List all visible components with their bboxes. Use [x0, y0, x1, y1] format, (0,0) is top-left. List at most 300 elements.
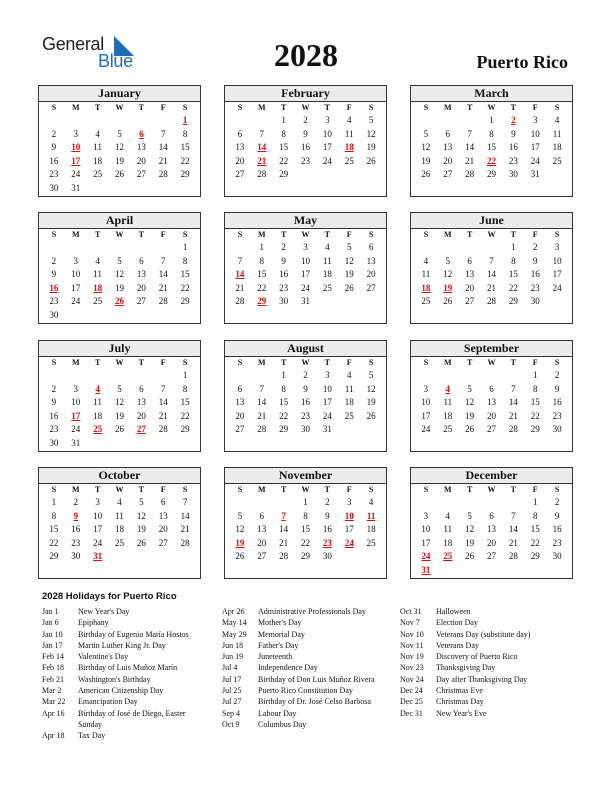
- day-grid: [411, 229, 572, 309]
- weekday-header: T: [138, 103, 145, 112]
- weekday-header: F: [346, 358, 352, 367]
- weekday-header: S: [368, 230, 374, 239]
- day-cell: 13: [443, 142, 453, 153]
- empty-cell: [437, 496, 459, 510]
- day-cell: 31: [322, 424, 332, 435]
- day-cell: 12: [443, 269, 453, 280]
- weekday-header: M: [257, 103, 266, 112]
- day-cell: 7: [160, 383, 166, 394]
- holiday-row: [222, 708, 375, 719]
- day-cell: 17: [322, 142, 332, 153]
- day-cell: 5: [368, 115, 374, 125]
- holiday-date-label: Oct 9: [222, 719, 240, 729]
- holiday-row: [400, 617, 530, 628]
- weekday-header: T: [466, 358, 473, 367]
- day-cell: 19: [465, 537, 475, 548]
- day-cell: 24: [300, 282, 310, 293]
- holiday-date: 14: [257, 142, 267, 153]
- month-title: July: [39, 341, 200, 357]
- holiday-date-label: Apr 26: [222, 607, 245, 616]
- day-cell: 26: [136, 537, 146, 548]
- holiday-row: [400, 640, 530, 651]
- day-cell: 1: [281, 115, 286, 125]
- weekday-header: M: [443, 485, 452, 494]
- holiday-name: Election Day: [436, 618, 478, 628]
- day-cell: 12: [465, 524, 475, 535]
- day-cell: 10: [300, 255, 310, 266]
- day-cell: 25: [421, 296, 431, 307]
- day-cell: 25: [93, 296, 103, 307]
- weekday-header: S: [423, 485, 429, 494]
- holiday-name: Veterans Day (substitute day): [436, 629, 531, 639]
- weekday-header: F: [346, 230, 352, 239]
- day-cell: 11: [421, 269, 431, 280]
- day-cell: 27: [136, 169, 146, 180]
- day-cell: 24: [93, 537, 103, 548]
- day-cell: 6: [139, 255, 144, 266]
- day-cell: 15: [180, 142, 190, 153]
- day-cell: 28: [465, 169, 475, 180]
- day-grid: [39, 229, 200, 323]
- day-cell: 7: [511, 383, 516, 394]
- weekday-header: S: [182, 358, 188, 367]
- day-cell: 14: [257, 397, 267, 408]
- day-cell: 20: [136, 282, 146, 293]
- day-cell: 18: [114, 524, 124, 535]
- day-cell: 17: [421, 410, 431, 421]
- day-cell: 20: [366, 269, 376, 280]
- day-grid: [225, 484, 386, 564]
- day-cell: 31: [71, 437, 81, 448]
- holiday-row: [42, 708, 189, 719]
- empty-cell: [109, 241, 131, 255]
- day-cell: 16: [49, 410, 59, 421]
- day-cell: 3: [532, 115, 538, 125]
- day-cell: 28: [158, 424, 168, 435]
- day-cell: 14: [158, 397, 168, 408]
- holiday-row: [400, 696, 530, 707]
- holiday-name: Sunday: [78, 719, 102, 729]
- day-cell: 20: [158, 524, 168, 535]
- holiday-date: 24: [421, 551, 431, 562]
- day-cell: 4: [95, 128, 100, 139]
- day-cell: 27: [443, 169, 453, 180]
- day-cell: 7: [160, 128, 166, 139]
- holiday-date-label: Dec 24: [400, 686, 423, 696]
- holiday-date: 21: [257, 155, 267, 166]
- day-cell: 21: [180, 524, 190, 535]
- weekday-header: F: [532, 230, 538, 239]
- holiday-date-label: Jun 19: [222, 652, 244, 662]
- day-cell: 1: [532, 497, 538, 507]
- day-cell: 25: [114, 537, 124, 548]
- month-title: March: [411, 86, 572, 102]
- day-cell: 5: [368, 370, 374, 380]
- weekday-header: T: [280, 485, 287, 494]
- holiday-date-label: Mar 2: [42, 686, 62, 696]
- month-title: September: [411, 341, 572, 357]
- day-cell: 23: [508, 155, 518, 166]
- day-cell: 20: [443, 155, 453, 166]
- day-cell: 30: [49, 437, 59, 448]
- day-cell: 23: [530, 282, 540, 293]
- weekday-header: T: [94, 103, 101, 112]
- day-cell: 28: [158, 169, 168, 180]
- weekday-header: T: [138, 358, 145, 367]
- day-cell: 22: [279, 155, 289, 166]
- day-cell: 20: [486, 537, 496, 548]
- month-title: June: [411, 213, 572, 229]
- weekday-header: S: [368, 103, 374, 112]
- holiday-date-label: Jul 25: [222, 686, 242, 696]
- holiday-name: Tax Day: [78, 731, 106, 741]
- day-grid: [411, 484, 572, 578]
- day-cell: 21: [158, 155, 168, 166]
- holiday-date: 10: [71, 142, 81, 153]
- day-cell: 18: [443, 410, 453, 421]
- holiday-name: Christmas Eve: [436, 686, 483, 696]
- weekday-header: M: [443, 358, 452, 367]
- holiday-name: Birthday of Dr. José Celso Barbosa: [258, 697, 371, 707]
- empty-cell: [481, 369, 503, 383]
- day-cell: 8: [182, 128, 188, 139]
- holiday-date: 25: [443, 551, 453, 562]
- day-cell: 15: [508, 269, 518, 280]
- holiday-row: [222, 640, 375, 651]
- holiday-date: 26: [114, 296, 124, 307]
- holiday-date-label: Nov 24: [400, 674, 424, 684]
- day-cell: 28: [158, 296, 168, 307]
- day-cell: 28: [257, 424, 267, 435]
- holiday-row: [400, 662, 530, 673]
- holiday-row: [42, 629, 189, 640]
- day-cell: 6: [445, 128, 451, 139]
- day-cell: 29: [279, 424, 289, 435]
- holiday-date-label: Jul 27: [222, 697, 242, 707]
- day-cell: 3: [73, 383, 79, 394]
- holiday-date: 29: [257, 296, 267, 307]
- holiday-row: [42, 617, 189, 628]
- weekday-header: T: [324, 103, 331, 112]
- holiday-date-label: Jul 4: [222, 663, 238, 673]
- holiday-name: Thanksgiving Day: [436, 663, 496, 673]
- day-cell: 22: [180, 155, 190, 166]
- day-cell: 30: [49, 182, 59, 193]
- day-cell: 23: [300, 155, 310, 166]
- holiday-name: Birthday of Eugenio María Hostos: [78, 629, 189, 639]
- month-october: [38, 467, 201, 579]
- day-cell: 19: [366, 397, 376, 408]
- day-cell: 24: [322, 410, 332, 421]
- holiday-date-label: Feb 14: [42, 652, 64, 662]
- holiday-date-label: Jun 18: [222, 640, 244, 650]
- day-cell: 9: [511, 128, 516, 139]
- day-cell: 5: [346, 242, 352, 252]
- day-cell: 21: [508, 537, 518, 548]
- holiday-date-label: May 29: [222, 629, 247, 639]
- empty-cell: [459, 496, 481, 510]
- day-cell: 12: [136, 510, 146, 521]
- holiday-date: 4: [95, 383, 100, 394]
- day-cell: 12: [235, 524, 245, 535]
- holiday-row: [222, 617, 375, 628]
- day-cell: 11: [93, 142, 102, 153]
- holiday-row: [400, 606, 530, 617]
- weekday-header: W: [115, 358, 124, 367]
- day-cell: 29: [49, 551, 59, 562]
- weekday-header: S: [554, 358, 560, 367]
- day-cell: 18: [322, 269, 332, 280]
- weekday-header: M: [443, 230, 452, 239]
- day-cell: 11: [344, 128, 354, 139]
- holiday-date-label: Jan 17: [42, 640, 63, 650]
- day-cell: 24: [322, 155, 332, 166]
- empty-cell: [130, 114, 152, 128]
- day-cell: 23: [552, 537, 562, 548]
- day-cell: 23: [49, 296, 59, 307]
- day-cell: 14: [279, 524, 289, 535]
- day-cell: 26: [465, 551, 475, 562]
- day-grid: [225, 229, 386, 309]
- weekday-header: S: [237, 358, 243, 367]
- day-cell: 21: [158, 282, 168, 293]
- day-cell: 21: [235, 282, 245, 293]
- weekday-header: T: [280, 230, 287, 239]
- day-cell: 22: [508, 282, 518, 293]
- day-cell: 4: [445, 510, 451, 521]
- weekday-header: F: [160, 358, 166, 367]
- day-cell: 11: [443, 524, 453, 535]
- holiday-date: 19: [443, 282, 453, 293]
- day-cell: 12: [465, 397, 475, 408]
- day-cell: 8: [182, 255, 188, 266]
- day-cell: 10: [71, 397, 81, 408]
- day-cell: 5: [237, 510, 243, 521]
- day-cell: 21: [465, 155, 475, 166]
- holiday-date-label: Nov 10: [400, 629, 424, 639]
- day-cell: 2: [51, 255, 57, 266]
- weekday-header: W: [301, 485, 310, 494]
- empty-cell: [109, 369, 131, 383]
- day-cell: 14: [486, 269, 496, 280]
- day-cell: 4: [346, 370, 352, 380]
- empty-cell: [130, 241, 152, 255]
- day-cell: 3: [303, 242, 308, 252]
- holiday-name: Labour Day: [258, 708, 297, 718]
- month-title: February: [225, 86, 386, 102]
- month-title: December: [411, 468, 572, 484]
- holiday-name: Emancipation Day: [78, 697, 138, 707]
- holiday-name: Halloween: [436, 607, 471, 616]
- day-cell: 21: [508, 410, 518, 421]
- holiday-row: [222, 719, 375, 730]
- day-cell: 29: [486, 169, 496, 180]
- day-cell: 12: [421, 142, 431, 153]
- month-november: [224, 467, 387, 579]
- day-cell: 15: [257, 269, 267, 280]
- day-cell: 11: [443, 397, 453, 408]
- holiday-name: Day after Thanksgiving Day: [436, 674, 528, 684]
- day-cell: 5: [423, 128, 429, 139]
- calendar-year: 2028: [274, 37, 338, 73]
- day-cell: 20: [136, 155, 146, 166]
- day-cell: 1: [51, 497, 57, 507]
- day-cell: 12: [366, 128, 376, 139]
- weekday-header: F: [532, 358, 538, 367]
- holiday-date: 14: [235, 269, 245, 280]
- day-cell: 28: [235, 296, 245, 307]
- day-cell: 8: [51, 510, 57, 521]
- day-cell: 23: [49, 169, 59, 180]
- day-grid: [39, 484, 200, 564]
- day-cell: 15: [300, 524, 310, 535]
- day-cell: 30: [322, 551, 332, 562]
- day-cell: 20: [465, 282, 475, 293]
- weekday-header: T: [324, 230, 331, 239]
- holiday-date: 4: [445, 383, 451, 394]
- day-cell: 9: [51, 142, 57, 153]
- weekday-header: T: [280, 103, 287, 112]
- day-cell: 21: [158, 410, 168, 421]
- holiday-name: Birthday of Don Luis Muñoz Rivera: [258, 674, 375, 684]
- day-cell: 10: [530, 128, 540, 139]
- day-cell: 12: [344, 255, 354, 266]
- day-cell: 25: [366, 537, 376, 548]
- day-cell: 28: [279, 551, 289, 562]
- day-cell: 18: [93, 155, 103, 166]
- holiday-date: 2: [511, 115, 516, 125]
- day-cell: 9: [303, 128, 308, 139]
- day-cell: 11: [552, 128, 562, 139]
- day-cell: 13: [136, 142, 146, 153]
- day-cell: 12: [114, 142, 124, 153]
- weekday-header: T: [510, 103, 517, 112]
- day-cell: 17: [93, 524, 103, 535]
- day-cell: 2: [325, 497, 330, 507]
- day-cell: 2: [303, 115, 308, 125]
- holiday-date-label: [42, 719, 78, 730]
- day-cell: 11: [93, 269, 102, 280]
- day-cell: 3: [325, 370, 330, 380]
- day-cell: 2: [554, 370, 560, 380]
- weekday-header: S: [423, 358, 429, 367]
- day-cell: 17: [344, 524, 354, 535]
- weekday-header: T: [280, 358, 287, 367]
- day-cell: 16: [552, 524, 562, 535]
- day-cell: 25: [443, 424, 453, 435]
- month-august: [224, 340, 387, 452]
- weekday-header: F: [160, 230, 166, 239]
- holiday-name: Birthday of José de Diego, Easter: [78, 708, 186, 718]
- holiday-date-label: Apr 16: [42, 708, 65, 718]
- day-cell: 11: [93, 397, 102, 408]
- holiday-date: 17: [71, 155, 81, 166]
- day-cell: 6: [368, 242, 374, 252]
- day-cell: 21: [486, 282, 496, 293]
- day-cell: 19: [421, 155, 431, 166]
- day-cell: 5: [117, 128, 122, 139]
- weekday-header: S: [51, 485, 57, 494]
- holiday-name: Memorial Day: [258, 629, 305, 639]
- day-cell: 25: [344, 410, 354, 421]
- day-cell: 10: [71, 269, 81, 280]
- day-cell: 27: [235, 424, 245, 435]
- day-cell: 2: [51, 128, 57, 139]
- day-cell: 2: [73, 497, 79, 507]
- day-cell: 6: [160, 497, 166, 507]
- empty-cell: [415, 496, 437, 510]
- day-cell: 5: [117, 383, 122, 394]
- day-cell: 31: [71, 182, 81, 193]
- day-cell: 22: [49, 537, 59, 548]
- weekday-header: F: [346, 485, 352, 494]
- day-cell: 15: [180, 397, 190, 408]
- day-cell: 25: [93, 169, 103, 180]
- day-cell: 22: [530, 537, 540, 548]
- day-cell: 3: [346, 497, 352, 507]
- holidays-title: 2028 Holidays for Puerto Rico: [42, 591, 177, 602]
- day-cell: 27: [486, 551, 496, 562]
- day-cell: 22: [180, 410, 190, 421]
- holiday-date-label: Apr 18: [42, 731, 65, 741]
- holiday-name: Veterans Day: [436, 640, 479, 650]
- day-cell: 20: [486, 410, 496, 421]
- empty-cell: [109, 114, 131, 128]
- day-cell: 3: [73, 255, 79, 266]
- weekday-header: W: [301, 358, 310, 367]
- day-cell: 19: [344, 269, 354, 280]
- month-may: [224, 212, 387, 324]
- day-cell: 20: [136, 410, 146, 421]
- day-cell: 8: [532, 510, 538, 521]
- weekday-header: S: [237, 103, 243, 112]
- day-cell: 16: [322, 524, 332, 535]
- day-cell: 24: [552, 282, 562, 293]
- day-cell: 16: [279, 269, 289, 280]
- holiday-name: Juneteenth: [258, 652, 293, 662]
- day-cell: 26: [114, 169, 124, 180]
- day-cell: 7: [259, 128, 265, 139]
- day-cell: 13: [136, 269, 146, 280]
- day-cell: 6: [489, 510, 494, 521]
- day-cell: 2: [532, 242, 538, 252]
- day-cell: 9: [303, 383, 308, 394]
- day-cell: 21: [279, 537, 289, 548]
- day-cell: 31: [300, 296, 310, 307]
- day-cell: 30: [552, 424, 562, 435]
- holiday-row: [400, 651, 530, 662]
- empty-cell: [481, 496, 503, 510]
- day-cell: 3: [554, 242, 560, 252]
- holiday-date-label: Jul 17: [222, 674, 242, 684]
- day-cell: 20: [257, 537, 267, 548]
- empty-cell: [43, 369, 65, 383]
- day-cell: 30: [49, 309, 59, 320]
- holiday-date: 22: [486, 155, 496, 166]
- day-cell: 4: [95, 255, 100, 266]
- holiday-row: [400, 708, 530, 719]
- day-cell: 10: [552, 255, 562, 266]
- empty-cell: [87, 369, 109, 383]
- day-cell: 27: [486, 424, 496, 435]
- day-cell: 7: [489, 255, 494, 266]
- weekday-header: W: [487, 358, 496, 367]
- weekday-header: S: [237, 230, 243, 239]
- day-cell: 24: [421, 424, 431, 435]
- holiday-name: Birthday of Luis Muñoz Marín: [78, 663, 178, 673]
- day-cell: 30: [552, 551, 562, 562]
- month-june: [410, 212, 573, 324]
